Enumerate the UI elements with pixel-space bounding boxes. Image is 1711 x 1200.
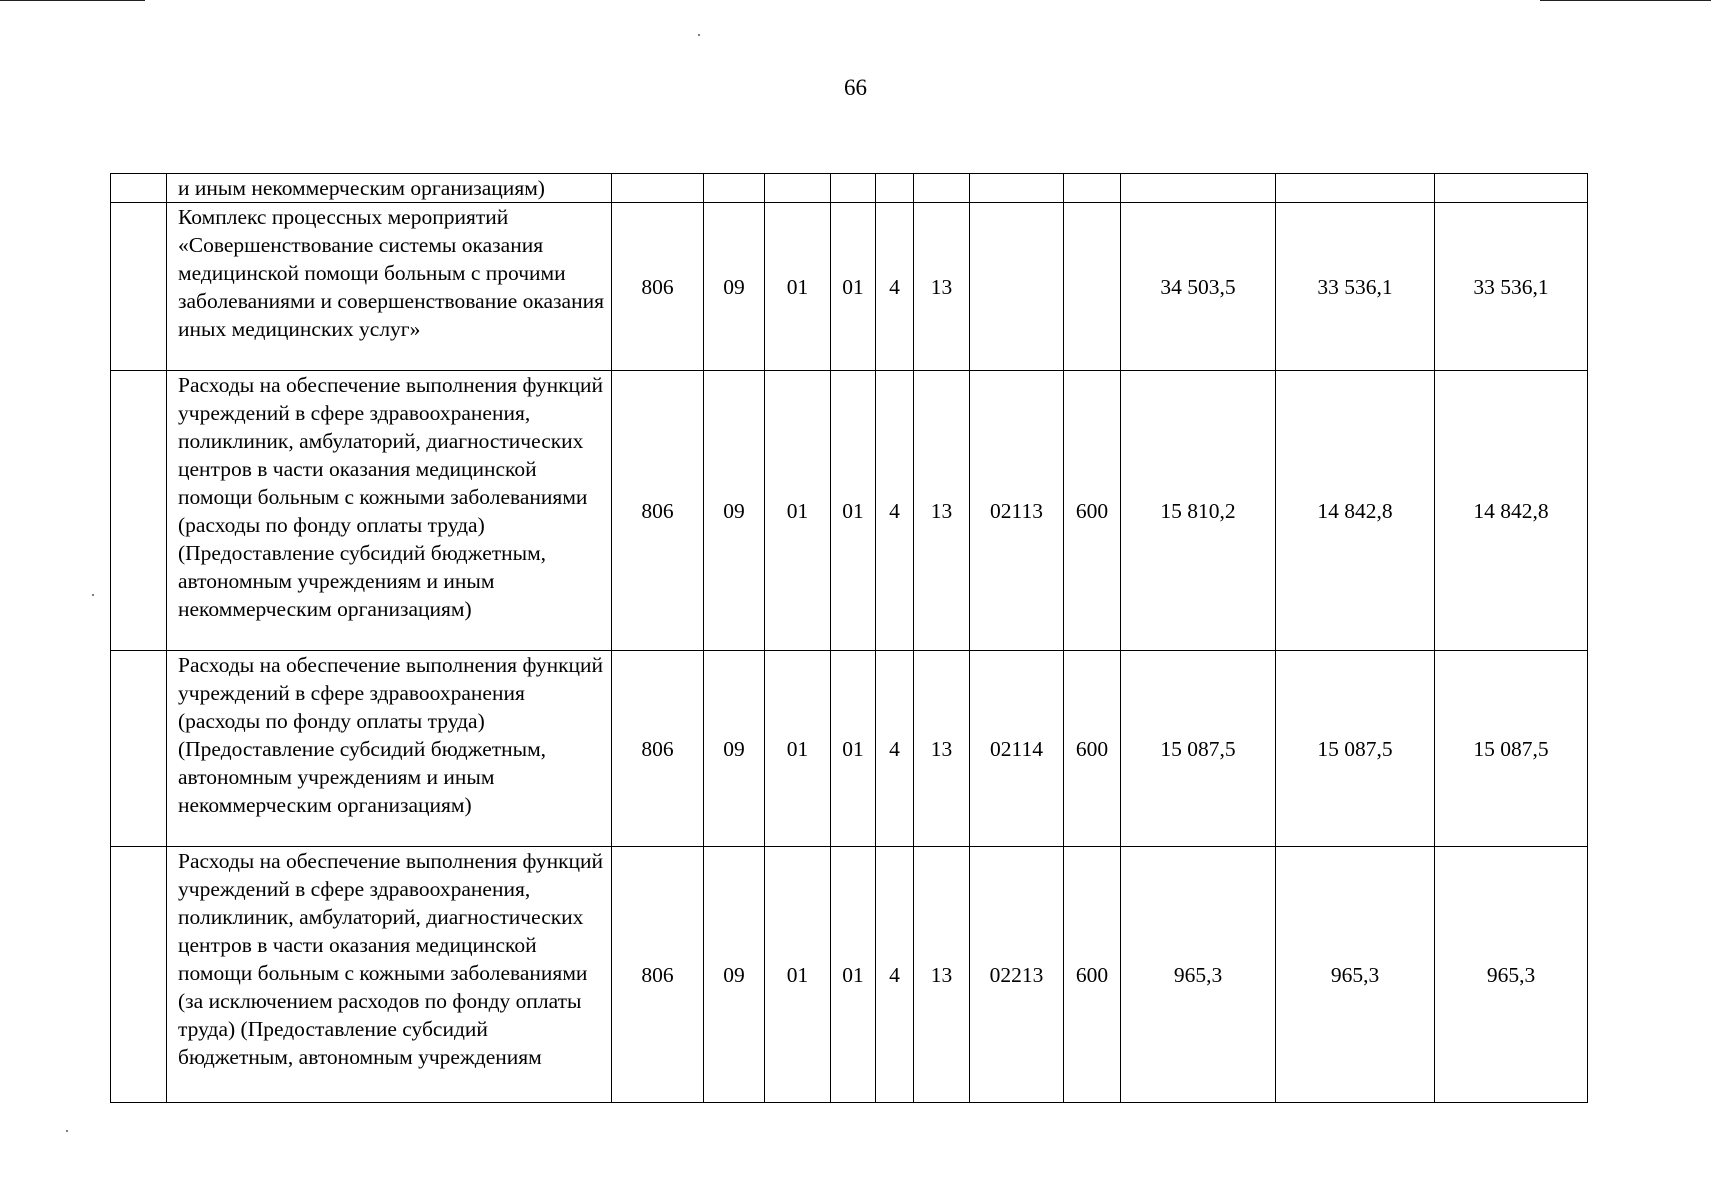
vr-cell xyxy=(1064,174,1121,203)
ved-cell: 806 xyxy=(612,847,704,1103)
cs-part1-cell: 01 xyxy=(831,651,876,847)
pr-cell: 01 xyxy=(765,371,831,651)
scan-speck xyxy=(92,594,94,596)
rz-cell: 09 xyxy=(704,203,765,371)
amount-year3-cell: 33 536,1 xyxy=(1435,203,1588,371)
amount-year3-cell xyxy=(1435,174,1588,203)
pr-cell: 01 xyxy=(765,203,831,371)
row-number-cell xyxy=(111,651,167,847)
scan-edge-left xyxy=(0,0,145,1)
table-body xyxy=(111,174,1588,1103)
page-number: 66 xyxy=(844,75,867,100)
amount-year2-cell xyxy=(1276,174,1435,203)
cs-part2-cell: 4 xyxy=(876,847,914,1103)
row-name-cell: Комплекс процессных мероприятий «Совершенствование системы оказания медицинской помощи больным с прочими заболеваниями и совершенствование оказания иных медицинских услуг» xyxy=(167,203,612,371)
cs-part1-cell: 01 xyxy=(831,371,876,651)
row-name-cell: Расходы на обеспечение выполнения функций учреждений в сфере здравоохранения (расходы по фонду оплаты труда) (Предоставление субсидий бюджетным, автономным учреждениям и иным некоммерческим организациям) xyxy=(167,651,612,847)
cs-part2-cell: 4 xyxy=(876,371,914,651)
pr-cell: 01 xyxy=(765,651,831,847)
cs-part3-cell: 13 xyxy=(914,847,970,1103)
amount-year1-cell: 15 087,5 xyxy=(1121,651,1276,847)
scan-speck xyxy=(66,1130,68,1132)
ved-cell: 806 xyxy=(612,651,704,847)
vr-cell xyxy=(1064,203,1121,371)
amount-year1-cell: 965,3 xyxy=(1121,847,1276,1103)
cs-part4-cell: 02213 xyxy=(970,847,1064,1103)
cs-part3-cell: 13 xyxy=(914,203,970,371)
cs-part2-cell: 4 xyxy=(876,651,914,847)
row-number-cell xyxy=(111,371,167,651)
cs-part2-cell: 4 xyxy=(876,203,914,371)
table-row xyxy=(111,203,1588,371)
table-row xyxy=(111,651,1588,847)
amount-year3-cell: 965,3 xyxy=(1435,847,1588,1103)
amount-year2-cell: 965,3 xyxy=(1276,847,1435,1103)
amount-year3-cell: 15 087,5 xyxy=(1435,651,1588,847)
row-number-cell xyxy=(111,174,167,203)
amount-year1-cell: 15 810,2 xyxy=(1121,371,1276,651)
pr-cell: 01 xyxy=(765,847,831,1103)
amount-year2-cell: 15 087,5 xyxy=(1276,651,1435,847)
table-row xyxy=(111,174,1588,203)
row-name-cell: Расходы на обеспечение выполнения функций учреждений в сфере здравоохранения, поликлиник, амбулаторий, диагностических центров в части оказания медицинской помощи больным с кожными заболеваниями (расходы по фонду оплаты труда) (Предоставление субсидий бюджетным, автономным учреждениям и иным некоммерческим организациям) xyxy=(167,371,612,651)
cs-part4-cell: 02113 xyxy=(970,371,1064,651)
vr-cell: 600 xyxy=(1064,371,1121,651)
rz-cell: 09 xyxy=(704,651,765,847)
table-row xyxy=(111,847,1588,1103)
cs-part1-cell: 01 xyxy=(831,847,876,1103)
ved-cell: 806 xyxy=(612,371,704,651)
cs-part3-cell: 13 xyxy=(914,651,970,847)
row-name-cell: и иным некоммерческим организациям) xyxy=(167,174,612,203)
scan-edge-right xyxy=(1540,0,1711,1)
cs-part3-cell: 13 xyxy=(914,371,970,651)
row-number-cell xyxy=(111,847,167,1103)
row-name-cell: Расходы на обеспечение выполнения функций учреждений в сфере здравоохранения, поликлиник, амбулаторий, диагностических центров в части оказания медицинской помощи больным с кожными заболеваниями (за исключением расходов по фонду оплаты труда) (Предоставление субсидий бюджетным, автономным учреждениям xyxy=(167,847,612,1103)
amount-year2-cell: 14 842,8 xyxy=(1276,371,1435,651)
table-row xyxy=(111,371,1588,651)
rz-cell xyxy=(704,174,765,203)
ved-cell xyxy=(612,174,704,203)
cs-part1-cell: 01 xyxy=(831,203,876,371)
amount-year1-cell xyxy=(1121,174,1276,203)
cs-part4-cell: 02114 xyxy=(970,651,1064,847)
pr-cell xyxy=(765,174,831,203)
ved-cell: 806 xyxy=(612,203,704,371)
rz-cell: 09 xyxy=(704,847,765,1103)
cs-part4-cell xyxy=(970,203,1064,371)
cs-part1-cell xyxy=(831,174,876,203)
vr-cell: 600 xyxy=(1064,847,1121,1103)
amount-year2-cell: 33 536,1 xyxy=(1276,203,1435,371)
cs-part4-cell xyxy=(970,174,1064,203)
amount-year3-cell: 14 842,8 xyxy=(1435,371,1588,651)
rz-cell: 09 xyxy=(704,371,765,651)
vr-cell: 600 xyxy=(1064,651,1121,847)
cs-part2-cell xyxy=(876,174,914,203)
row-number-cell xyxy=(111,203,167,371)
budget-table xyxy=(110,173,1588,1103)
scan-speck xyxy=(698,34,700,36)
amount-year1-cell: 34 503,5 xyxy=(1121,203,1276,371)
cs-part3-cell xyxy=(914,174,970,203)
